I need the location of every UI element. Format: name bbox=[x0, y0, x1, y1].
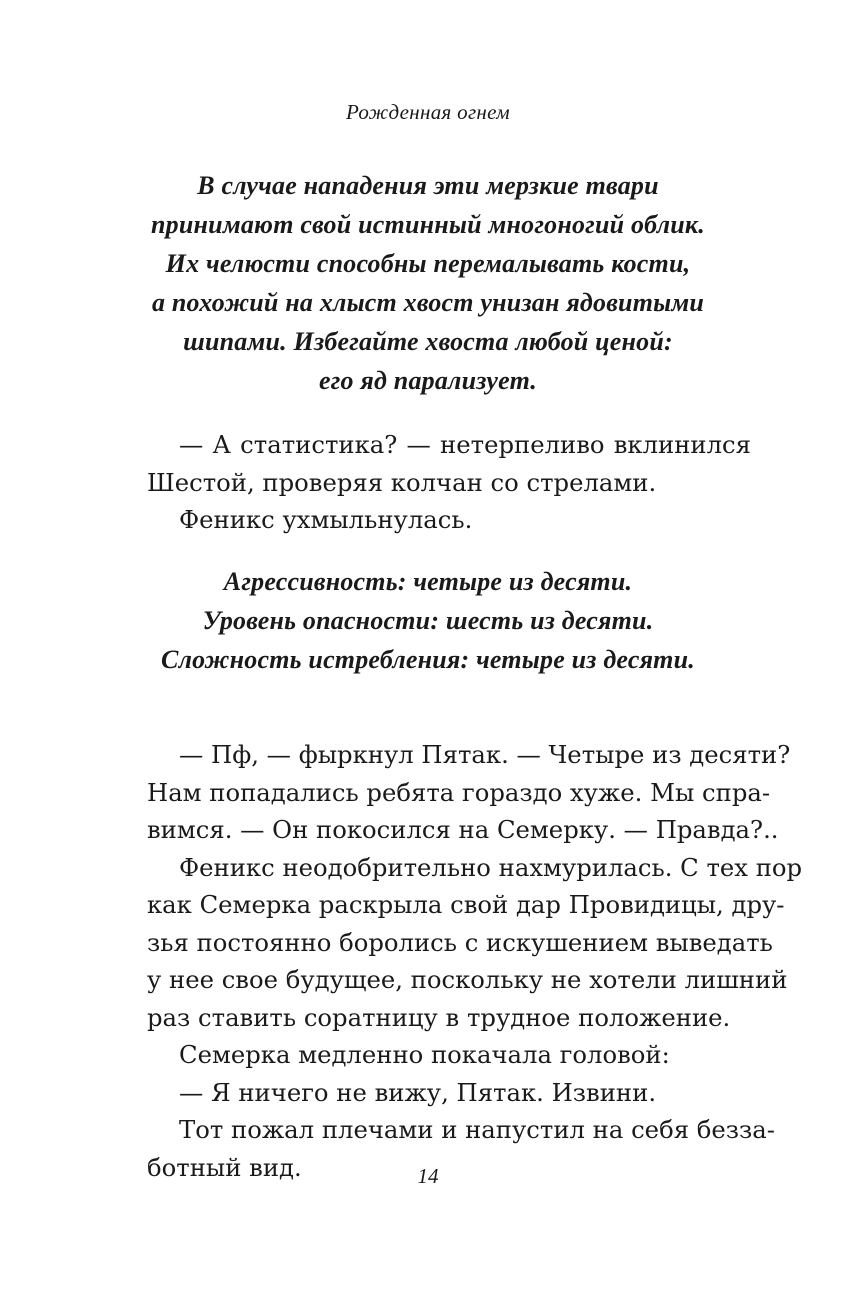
excerpt-line: а похожий на хлыст хвост унизан ядовитыми bbox=[151, 288, 705, 317]
body-line: у нее свое будущее, поскольку не хотели лишний bbox=[147, 965, 788, 994]
body-line: Феникс неодобрительно нахмурилась. С тех пор bbox=[179, 852, 803, 882]
body-line: ботный вид. bbox=[147, 1152, 302, 1182]
body-line: — Я ничего не вижу, Пятак. Извини. bbox=[179, 1077, 657, 1107]
excerpt-line: В случае нападения эти мерзкие твари bbox=[197, 171, 659, 200]
excerpt-line: Уровень опасности: шесть из десяти. bbox=[202, 606, 654, 635]
excerpt-line: Агрессивность: четыре из десяти. bbox=[223, 567, 633, 596]
body-line: зья постоянно боролись с искушением выведать bbox=[147, 927, 773, 957]
body-line: Феникс ухмыльнулась. bbox=[179, 505, 473, 534]
body-line: — Пф, — фыркнул Пятак. — Четыре из десяти? bbox=[179, 740, 791, 769]
body-line: раз ставить соратницу в трудное положение. bbox=[147, 1002, 731, 1032]
body-line: Шестой, проверяя колчан со стрелами. bbox=[147, 467, 657, 497]
excerpt-line: шипами. Избегайте хвоста любой ценой: bbox=[183, 327, 673, 356]
body-line: — А статистика? — нетерпеливо вклинился bbox=[179, 430, 751, 459]
excerpt-line: Сложность истребления: четыре из десяти. bbox=[161, 645, 695, 674]
body-line: Семерка медленно покачала головой: bbox=[179, 1040, 670, 1069]
running-title: Рожденная огнем bbox=[346, 100, 510, 124]
body-line: как Семерка раскрыла свой дар Провидицы, дру- bbox=[147, 890, 785, 919]
italic-excerpt-statistics bbox=[118, 562, 738, 679]
excerpt-line: его яд парализует. bbox=[318, 366, 538, 395]
body-line: вимся. — Он покосился на Семерку. — Правда?.. bbox=[147, 815, 779, 844]
body-line: Нам попадались ребята гораздо хуже. Мы спра- bbox=[147, 777, 771, 807]
paragraph-statistics-question bbox=[147, 426, 751, 539]
excerpt-line: Их челюсти способны перемалывать кости, bbox=[165, 249, 691, 278]
excerpt-line: принимают свой истинный многоногий облик. bbox=[151, 210, 705, 239]
italic-excerpt-creature-description bbox=[118, 166, 738, 400]
paragraph-dialogue bbox=[147, 736, 803, 1186]
page-number: 14 bbox=[417, 1164, 439, 1188]
body-line: Тот пожал плечами и напустил на себя безза- bbox=[179, 1115, 775, 1144]
